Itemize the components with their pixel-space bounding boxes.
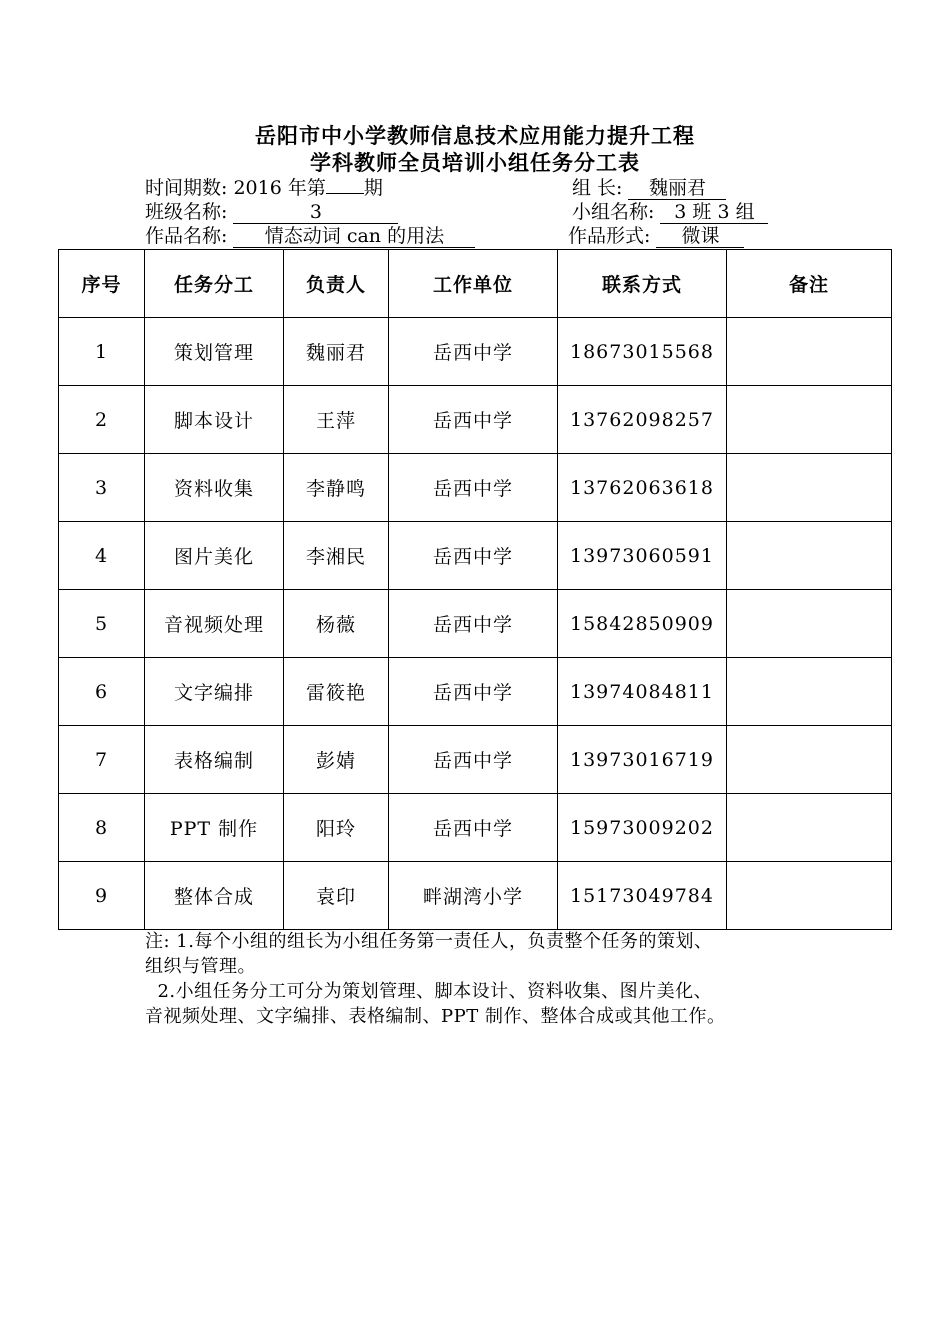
cell-owner: 王萍 — [284, 386, 389, 454]
cell-remark — [727, 318, 892, 386]
cell-contact: 18673015568 — [558, 318, 727, 386]
time-label: 时间期数: — [145, 177, 234, 199]
meta-group — [572, 200, 768, 224]
work-value: 情态动词 can 的用法 — [233, 226, 475, 248]
meta-leader — [572, 176, 726, 200]
cell-index: 4 — [59, 522, 145, 590]
time-period-field — [326, 193, 364, 194]
cell-remark — [727, 794, 892, 862]
cell-unit: 岳西中学 — [389, 794, 558, 862]
cell-owner: 阳玲 — [284, 794, 389, 862]
cell-unit: 岳西中学 — [389, 658, 558, 726]
time-year: 2016 年第 — [233, 177, 326, 199]
cell-index: 5 — [59, 590, 145, 658]
cell-index: 2 — [59, 386, 145, 454]
cell-remark — [727, 590, 892, 658]
class-value: 3 — [233, 202, 398, 224]
cell-index: 8 — [59, 794, 145, 862]
note-line-4: 音视频处理、文字编排、表格编制、PPT 制作、整体合成或其他工作。 — [145, 1006, 726, 1027]
cell-remark — [727, 862, 892, 930]
cell-contact: 13973060591 — [558, 522, 727, 590]
cell-unit: 岳西中学 — [389, 318, 558, 386]
cell-unit: 岳西中学 — [389, 590, 558, 658]
cell-contact: 13762063618 — [558, 454, 727, 522]
cell-contact: 15173049784 — [558, 862, 727, 930]
cell-unit: 畔湖湾小学 — [389, 862, 558, 930]
table-row — [59, 794, 892, 862]
cell-task: 文字编排 — [145, 658, 284, 726]
meta-form — [568, 224, 744, 248]
cell-task: 图片美化 — [145, 522, 284, 590]
cell-task: 资料收集 — [145, 454, 284, 522]
cell-index: 9 — [59, 862, 145, 930]
cell-owner: 袁印 — [284, 862, 389, 930]
cell-remark — [727, 658, 892, 726]
cell-index: 6 — [59, 658, 145, 726]
group-value: 3 班 3 组 — [660, 202, 768, 224]
task-table — [58, 249, 892, 930]
cell-owner: 魏丽君 — [284, 318, 389, 386]
cell-contact: 15842850909 — [558, 590, 727, 658]
cell-owner: 杨薇 — [284, 590, 389, 658]
cell-task: 音视频处理 — [145, 590, 284, 658]
table-header-row — [59, 250, 892, 318]
header-task: 任务分工 — [145, 250, 284, 318]
meta-time — [145, 176, 383, 200]
header-remark: 备注 — [727, 250, 892, 318]
table-row — [59, 590, 892, 658]
leader-value: 魏丽君 — [628, 178, 726, 200]
form-label: 作品形式: — [568, 225, 657, 247]
cell-contact: 13973016719 — [558, 726, 727, 794]
cell-contact: 13974084811 — [558, 658, 727, 726]
cell-index: 1 — [59, 318, 145, 386]
time-suffix: 期 — [363, 177, 383, 199]
table-row — [59, 318, 892, 386]
group-label: 小组名称: — [572, 201, 661, 223]
cell-remark — [727, 726, 892, 794]
document-title: 岳阳市中小学教师信息技术应用能力提升工程 — [255, 124, 695, 148]
note-line-1: 注: 1.每个小组的组长为小组任务第一责任人，负责整个任务的策划、 — [145, 931, 713, 952]
cell-contact: 13762098257 — [558, 386, 727, 454]
document-subtitle: 学科教师全员培训小组任务分工表 — [310, 151, 640, 175]
cell-task: 策划管理 — [145, 318, 284, 386]
header-owner: 负责人 — [284, 250, 389, 318]
cell-task: PPT 制作 — [145, 794, 284, 862]
cell-unit: 岳西中学 — [389, 726, 558, 794]
work-label: 作品名称: — [145, 225, 234, 247]
cell-index: 7 — [59, 726, 145, 794]
cell-owner: 李静鸣 — [284, 454, 389, 522]
table-row — [59, 386, 892, 454]
cell-owner: 彭婧 — [284, 726, 389, 794]
class-label: 班级名称: — [145, 201, 234, 223]
cell-task: 脚本设计 — [145, 386, 284, 454]
table-row — [59, 658, 892, 726]
note-line-2: 组织与管理。 — [145, 956, 256, 977]
cell-contact: 15973009202 — [558, 794, 727, 862]
cell-remark — [727, 522, 892, 590]
cell-index: 3 — [59, 454, 145, 522]
header-contact: 联系方式 — [558, 250, 727, 318]
cell-task: 整体合成 — [145, 862, 284, 930]
note-line-3: 2.小组任务分工可分为策划管理、脚本设计、资料收集、图片美化、 — [145, 981, 713, 1002]
table-row — [59, 522, 892, 590]
cell-remark — [727, 386, 892, 454]
table-row — [59, 454, 892, 522]
table-row — [59, 726, 892, 794]
cell-owner: 李湘民 — [284, 522, 389, 590]
leader-label: 组 长: — [572, 177, 629, 199]
cell-remark — [727, 454, 892, 522]
form-value: 微课 — [656, 226, 744, 248]
meta-work — [145, 224, 475, 248]
cell-unit: 岳西中学 — [389, 454, 558, 522]
meta-class — [145, 200, 398, 224]
cell-task: 表格编制 — [145, 726, 284, 794]
header-index: 序号 — [59, 250, 145, 318]
cell-owner: 雷筱艳 — [284, 658, 389, 726]
cell-unit: 岳西中学 — [389, 522, 558, 590]
table-row — [59, 862, 892, 930]
header-unit: 工作单位 — [389, 250, 558, 318]
cell-unit: 岳西中学 — [389, 386, 558, 454]
